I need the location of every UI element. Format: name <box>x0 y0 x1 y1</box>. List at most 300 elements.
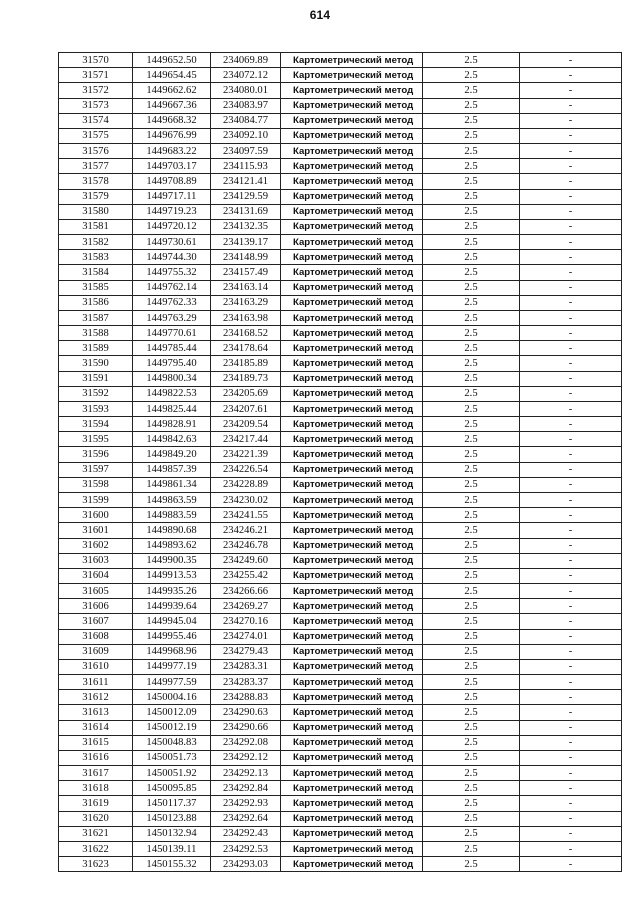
x-coordinate-cell: 1449683.22 <box>133 144 211 159</box>
y-coordinate-cell: 234207.61 <box>211 401 281 416</box>
y-coordinate-cell: 234292.93 <box>211 796 281 811</box>
note-cell: - <box>520 735 622 750</box>
accuracy-cell: 2.5 <box>423 295 520 310</box>
x-coordinate-cell: 1449863.59 <box>133 492 211 507</box>
x-coordinate-cell: 1449708.89 <box>133 174 211 189</box>
method-cell: Картометрический метод <box>281 766 423 781</box>
method-cell: Картометрический метод <box>281 629 423 644</box>
table-row <box>59 841 622 856</box>
y-coordinate-cell: 234163.14 <box>211 280 281 295</box>
note-cell: - <box>520 690 622 705</box>
y-coordinate-cell: 234274.01 <box>211 629 281 644</box>
accuracy-cell: 2.5 <box>423 720 520 735</box>
note-cell: - <box>520 766 622 781</box>
note-cell: - <box>520 659 622 674</box>
accuracy-cell: 2.5 <box>423 280 520 295</box>
point-number-cell: 31595 <box>59 432 133 447</box>
note-cell: - <box>520 250 622 265</box>
method-cell: Картометрический метод <box>281 477 423 492</box>
note-cell: - <box>520 492 622 507</box>
point-number-cell: 31615 <box>59 735 133 750</box>
method-cell: Картометрический метод <box>281 644 423 659</box>
table-row <box>59 98 622 113</box>
table-row <box>59 857 622 872</box>
point-number-cell: 31618 <box>59 781 133 796</box>
note-cell: - <box>520 68 622 83</box>
y-coordinate-cell: 234148.99 <box>211 250 281 265</box>
x-coordinate-cell: 1449720.12 <box>133 219 211 234</box>
accuracy-cell: 2.5 <box>423 614 520 629</box>
y-coordinate-cell: 234092.10 <box>211 128 281 143</box>
note-cell: - <box>520 265 622 280</box>
point-number-cell: 31572 <box>59 83 133 98</box>
point-number-cell: 31601 <box>59 523 133 538</box>
accuracy-cell: 2.5 <box>423 766 520 781</box>
point-number-cell: 31586 <box>59 295 133 310</box>
table-row <box>59 492 622 507</box>
method-cell: Картометрический метод <box>281 857 423 872</box>
y-coordinate-cell: 234290.66 <box>211 720 281 735</box>
table-row <box>59 356 622 371</box>
accuracy-cell: 2.5 <box>423 68 520 83</box>
x-coordinate-cell: 1449730.61 <box>133 235 211 250</box>
accuracy-cell: 2.5 <box>423 235 520 250</box>
note-cell: - <box>520 235 622 250</box>
table-row <box>59 250 622 265</box>
note-cell: - <box>520 159 622 174</box>
note-cell: - <box>520 826 622 841</box>
note-cell: - <box>520 98 622 113</box>
method-cell: Картометрический метод <box>281 599 423 614</box>
x-coordinate-cell: 1450012.19 <box>133 720 211 735</box>
method-cell: Картометрический метод <box>281 295 423 310</box>
note-cell: - <box>520 356 622 371</box>
accuracy-cell: 2.5 <box>423 690 520 705</box>
table-row <box>59 599 622 614</box>
method-cell: Картометрический метод <box>281 826 423 841</box>
accuracy-cell: 2.5 <box>423 553 520 568</box>
accuracy-cell: 2.5 <box>423 144 520 159</box>
method-cell: Картометрический метод <box>281 538 423 553</box>
note-cell: - <box>520 204 622 219</box>
table-row <box>59 523 622 538</box>
x-coordinate-cell: 1449785.44 <box>133 341 211 356</box>
accuracy-cell: 2.5 <box>423 477 520 492</box>
note-cell: - <box>520 675 622 690</box>
note-cell: - <box>520 417 622 432</box>
y-coordinate-cell: 234290.63 <box>211 705 281 720</box>
coordinates-table-body <box>59 53 622 872</box>
table-row <box>59 659 622 674</box>
note-cell: - <box>520 144 622 159</box>
y-coordinate-cell: 234129.59 <box>211 189 281 204</box>
method-cell: Картометрический метод <box>281 659 423 674</box>
point-number-cell: 31607 <box>59 614 133 629</box>
table-row <box>59 204 622 219</box>
accuracy-cell: 2.5 <box>423 341 520 356</box>
table-row <box>59 750 622 765</box>
y-coordinate-cell: 234292.64 <box>211 811 281 826</box>
point-number-cell: 31587 <box>59 310 133 325</box>
y-coordinate-cell: 234072.12 <box>211 68 281 83</box>
x-coordinate-cell: 1449703.17 <box>133 159 211 174</box>
table-row <box>59 826 622 841</box>
y-coordinate-cell: 234228.89 <box>211 477 281 492</box>
table-row <box>59 280 622 295</box>
y-coordinate-cell: 234269.27 <box>211 599 281 614</box>
point-number-cell: 31623 <box>59 857 133 872</box>
accuracy-cell: 2.5 <box>423 644 520 659</box>
y-coordinate-cell: 234205.69 <box>211 386 281 401</box>
method-cell: Картометрический метод <box>281 341 423 356</box>
table-row <box>59 144 622 159</box>
point-number-cell: 31575 <box>59 128 133 143</box>
y-coordinate-cell: 234279.43 <box>211 644 281 659</box>
method-cell: Картометрический метод <box>281 553 423 568</box>
table-row <box>59 584 622 599</box>
accuracy-cell: 2.5 <box>423 265 520 280</box>
accuracy-cell: 2.5 <box>423 356 520 371</box>
note-cell: - <box>520 83 622 98</box>
x-coordinate-cell: 1450123.88 <box>133 811 211 826</box>
note-cell: - <box>520 538 622 553</box>
y-coordinate-cell: 234293.03 <box>211 857 281 872</box>
page-number: 614 <box>309 8 331 22</box>
table-row <box>59 705 622 720</box>
accuracy-cell: 2.5 <box>423 629 520 644</box>
x-coordinate-cell: 1449770.61 <box>133 326 211 341</box>
accuracy-cell: 2.5 <box>423 857 520 872</box>
y-coordinate-cell: 234255.42 <box>211 568 281 583</box>
point-number-cell: 31608 <box>59 629 133 644</box>
y-coordinate-cell: 234121.41 <box>211 174 281 189</box>
point-number-cell: 31577 <box>59 159 133 174</box>
accuracy-cell: 2.5 <box>423 826 520 841</box>
point-number-cell: 31594 <box>59 417 133 432</box>
table-row <box>59 735 622 750</box>
y-coordinate-cell: 234266.66 <box>211 584 281 599</box>
method-cell: Картометрический метод <box>281 675 423 690</box>
method-cell: Картометрический метод <box>281 705 423 720</box>
table-row <box>59 508 622 523</box>
point-number-cell: 31611 <box>59 675 133 690</box>
y-coordinate-cell: 234288.83 <box>211 690 281 705</box>
method-cell: Картометрический метод <box>281 401 423 416</box>
point-number-cell: 31584 <box>59 265 133 280</box>
note-cell: - <box>520 523 622 538</box>
x-coordinate-cell: 1449939.64 <box>133 599 211 614</box>
x-coordinate-cell: 1449676.99 <box>133 128 211 143</box>
method-cell: Картометрический метод <box>281 720 423 735</box>
note-cell: - <box>520 629 622 644</box>
table-row <box>59 174 622 189</box>
note-cell: - <box>520 477 622 492</box>
note-cell: - <box>520 386 622 401</box>
table-row <box>59 553 622 568</box>
point-number-cell: 31580 <box>59 204 133 219</box>
table-row <box>59 538 622 553</box>
table-row <box>59 462 622 477</box>
y-coordinate-cell: 234097.59 <box>211 144 281 159</box>
method-cell: Картометрический метод <box>281 144 423 159</box>
accuracy-cell: 2.5 <box>423 53 520 68</box>
note-cell: - <box>520 280 622 295</box>
note-cell: - <box>520 310 622 325</box>
note-cell: - <box>520 508 622 523</box>
table-row <box>59 326 622 341</box>
table-row <box>59 235 622 250</box>
note-cell: - <box>520 189 622 204</box>
y-coordinate-cell: 234209.54 <box>211 417 281 432</box>
method-cell: Картометрический метод <box>281 735 423 750</box>
table-row <box>59 477 622 492</box>
x-coordinate-cell: 1449668.32 <box>133 113 211 128</box>
x-coordinate-cell: 1449883.59 <box>133 508 211 523</box>
accuracy-cell: 2.5 <box>423 781 520 796</box>
note-cell: - <box>520 128 622 143</box>
x-coordinate-cell: 1449977.59 <box>133 675 211 690</box>
point-number-cell: 31570 <box>59 53 133 68</box>
note-cell: - <box>520 720 622 735</box>
point-number-cell: 31591 <box>59 371 133 386</box>
accuracy-cell: 2.5 <box>423 750 520 765</box>
accuracy-cell: 2.5 <box>423 113 520 128</box>
note-cell: - <box>520 614 622 629</box>
point-number-cell: 31622 <box>59 841 133 856</box>
method-cell: Картометрический метод <box>281 159 423 174</box>
note-cell: - <box>520 371 622 386</box>
x-coordinate-cell: 1449654.45 <box>133 68 211 83</box>
accuracy-cell: 2.5 <box>423 417 520 432</box>
table-row <box>59 53 622 68</box>
y-coordinate-cell: 234080.01 <box>211 83 281 98</box>
method-cell: Картометрический метод <box>281 174 423 189</box>
y-coordinate-cell: 234163.98 <box>211 310 281 325</box>
method-cell: Картометрический метод <box>281 417 423 432</box>
accuracy-cell: 2.5 <box>423 250 520 265</box>
table-row <box>59 644 622 659</box>
accuracy-cell: 2.5 <box>423 204 520 219</box>
y-coordinate-cell: 234115.93 <box>211 159 281 174</box>
point-number-cell: 31578 <box>59 174 133 189</box>
method-cell: Картометрический метод <box>281 690 423 705</box>
y-coordinate-cell: 234292.13 <box>211 766 281 781</box>
accuracy-cell: 2.5 <box>423 401 520 416</box>
x-coordinate-cell: 1449795.40 <box>133 356 211 371</box>
y-coordinate-cell: 234270.16 <box>211 614 281 629</box>
accuracy-cell: 2.5 <box>423 159 520 174</box>
y-coordinate-cell: 234292.08 <box>211 735 281 750</box>
note-cell: - <box>520 584 622 599</box>
table-row <box>59 113 622 128</box>
x-coordinate-cell: 1449822.53 <box>133 386 211 401</box>
x-coordinate-cell: 1449652.50 <box>133 53 211 68</box>
point-number-cell: 31612 <box>59 690 133 705</box>
y-coordinate-cell: 234292.53 <box>211 841 281 856</box>
method-cell: Картометрический метод <box>281 265 423 280</box>
point-number-cell: 31606 <box>59 599 133 614</box>
point-number-cell: 31581 <box>59 219 133 234</box>
y-coordinate-cell: 234084.77 <box>211 113 281 128</box>
note-cell: - <box>520 781 622 796</box>
accuracy-cell: 2.5 <box>423 659 520 674</box>
table-row <box>59 417 622 432</box>
table-row <box>59 265 622 280</box>
method-cell: Картометрический метод <box>281 523 423 538</box>
y-coordinate-cell: 234249.60 <box>211 553 281 568</box>
accuracy-cell: 2.5 <box>423 568 520 583</box>
point-number-cell: 31621 <box>59 826 133 841</box>
y-coordinate-cell: 234163.29 <box>211 295 281 310</box>
method-cell: Картометрический метод <box>281 508 423 523</box>
x-coordinate-cell: 1449900.35 <box>133 553 211 568</box>
x-coordinate-cell: 1450051.92 <box>133 766 211 781</box>
method-cell: Картометрический метод <box>281 568 423 583</box>
point-number-cell: 31609 <box>59 644 133 659</box>
point-number-cell: 31590 <box>59 356 133 371</box>
method-cell: Картометрический метод <box>281 841 423 856</box>
point-number-cell: 31617 <box>59 766 133 781</box>
table-row <box>59 811 622 826</box>
point-number-cell: 31620 <box>59 811 133 826</box>
point-number-cell: 31604 <box>59 568 133 583</box>
point-number-cell: 31585 <box>59 280 133 295</box>
table-row <box>59 432 622 447</box>
y-coordinate-cell: 234230.02 <box>211 492 281 507</box>
x-coordinate-cell: 1449955.46 <box>133 629 211 644</box>
accuracy-cell: 2.5 <box>423 599 520 614</box>
table-row <box>59 310 622 325</box>
method-cell: Картометрический метод <box>281 356 423 371</box>
method-cell: Картометрический метод <box>281 68 423 83</box>
x-coordinate-cell: 1449762.33 <box>133 295 211 310</box>
point-number-cell: 31596 <box>59 447 133 462</box>
y-coordinate-cell: 234168.52 <box>211 326 281 341</box>
y-coordinate-cell: 234246.21 <box>211 523 281 538</box>
method-cell: Картометрический метод <box>281 98 423 113</box>
x-coordinate-cell: 1450117.37 <box>133 796 211 811</box>
method-cell: Картометрический метод <box>281 326 423 341</box>
method-cell: Картометрический метод <box>281 204 423 219</box>
point-number-cell: 31593 <box>59 401 133 416</box>
point-number-cell: 31610 <box>59 659 133 674</box>
x-coordinate-cell: 1449762.14 <box>133 280 211 295</box>
x-coordinate-cell: 1449828.91 <box>133 417 211 432</box>
note-cell: - <box>520 219 622 234</box>
y-coordinate-cell: 234189.73 <box>211 371 281 386</box>
accuracy-cell: 2.5 <box>423 584 520 599</box>
method-cell: Картометрический метод <box>281 614 423 629</box>
x-coordinate-cell: 1449893.62 <box>133 538 211 553</box>
note-cell: - <box>520 750 622 765</box>
point-number-cell: 31576 <box>59 144 133 159</box>
x-coordinate-cell: 1449800.34 <box>133 371 211 386</box>
x-coordinate-cell: 1449842.63 <box>133 432 211 447</box>
x-coordinate-cell: 1450004.16 <box>133 690 211 705</box>
accuracy-cell: 2.5 <box>423 174 520 189</box>
table-row <box>59 675 622 690</box>
method-cell: Картометрический метод <box>281 781 423 796</box>
table-row <box>59 68 622 83</box>
y-coordinate-cell: 234246.78 <box>211 538 281 553</box>
method-cell: Картометрический метод <box>281 128 423 143</box>
accuracy-cell: 2.5 <box>423 371 520 386</box>
y-coordinate-cell: 234292.43 <box>211 826 281 841</box>
accuracy-cell: 2.5 <box>423 462 520 477</box>
coordinates-table <box>58 52 622 872</box>
accuracy-cell: 2.5 <box>423 492 520 507</box>
table-row <box>59 401 622 416</box>
accuracy-cell: 2.5 <box>423 83 520 98</box>
table-row <box>59 371 622 386</box>
point-number-cell: 31614 <box>59 720 133 735</box>
method-cell: Картометрический метод <box>281 462 423 477</box>
accuracy-cell: 2.5 <box>423 98 520 113</box>
point-number-cell: 31605 <box>59 584 133 599</box>
x-coordinate-cell: 1449825.44 <box>133 401 211 416</box>
y-coordinate-cell: 234292.84 <box>211 781 281 796</box>
point-number-cell: 31599 <box>59 492 133 507</box>
note-cell: - <box>520 796 622 811</box>
x-coordinate-cell: 1449719.23 <box>133 204 211 219</box>
point-number-cell: 31592 <box>59 386 133 401</box>
method-cell: Картометрический метод <box>281 310 423 325</box>
method-cell: Картометрический метод <box>281 280 423 295</box>
y-coordinate-cell: 234217.44 <box>211 432 281 447</box>
method-cell: Картометрический метод <box>281 447 423 462</box>
y-coordinate-cell: 234185.89 <box>211 356 281 371</box>
point-number-cell: 31571 <box>59 68 133 83</box>
y-coordinate-cell: 234283.31 <box>211 659 281 674</box>
table-row <box>59 690 622 705</box>
x-coordinate-cell: 1450132.94 <box>133 826 211 841</box>
y-coordinate-cell: 234241.55 <box>211 508 281 523</box>
point-number-cell: 31573 <box>59 98 133 113</box>
note-cell: - <box>520 113 622 128</box>
note-cell: - <box>520 447 622 462</box>
y-coordinate-cell: 234178.64 <box>211 341 281 356</box>
note-cell: - <box>520 341 622 356</box>
x-coordinate-cell: 1449890.68 <box>133 523 211 538</box>
accuracy-cell: 2.5 <box>423 432 520 447</box>
x-coordinate-cell: 1450095.85 <box>133 781 211 796</box>
y-coordinate-cell: 234283.37 <box>211 675 281 690</box>
note-cell: - <box>520 841 622 856</box>
table-row <box>59 219 622 234</box>
note-cell: - <box>520 462 622 477</box>
accuracy-cell: 2.5 <box>423 538 520 553</box>
point-number-cell: 31597 <box>59 462 133 477</box>
x-coordinate-cell: 1449667.36 <box>133 98 211 113</box>
note-cell: - <box>520 568 622 583</box>
point-number-cell: 31619 <box>59 796 133 811</box>
method-cell: Картометрический метод <box>281 371 423 386</box>
table-row <box>59 447 622 462</box>
x-coordinate-cell: 1450048.83 <box>133 735 211 750</box>
method-cell: Картометрический метод <box>281 219 423 234</box>
accuracy-cell: 2.5 <box>423 705 520 720</box>
x-coordinate-cell: 1449935.26 <box>133 584 211 599</box>
method-cell: Картометрический метод <box>281 235 423 250</box>
method-cell: Картометрический метод <box>281 584 423 599</box>
y-coordinate-cell: 234292.12 <box>211 750 281 765</box>
x-coordinate-cell: 1450012.09 <box>133 705 211 720</box>
accuracy-cell: 2.5 <box>423 189 520 204</box>
method-cell: Картометрический метод <box>281 113 423 128</box>
y-coordinate-cell: 234069.89 <box>211 53 281 68</box>
method-cell: Картометрический метод <box>281 492 423 507</box>
note-cell: - <box>520 326 622 341</box>
